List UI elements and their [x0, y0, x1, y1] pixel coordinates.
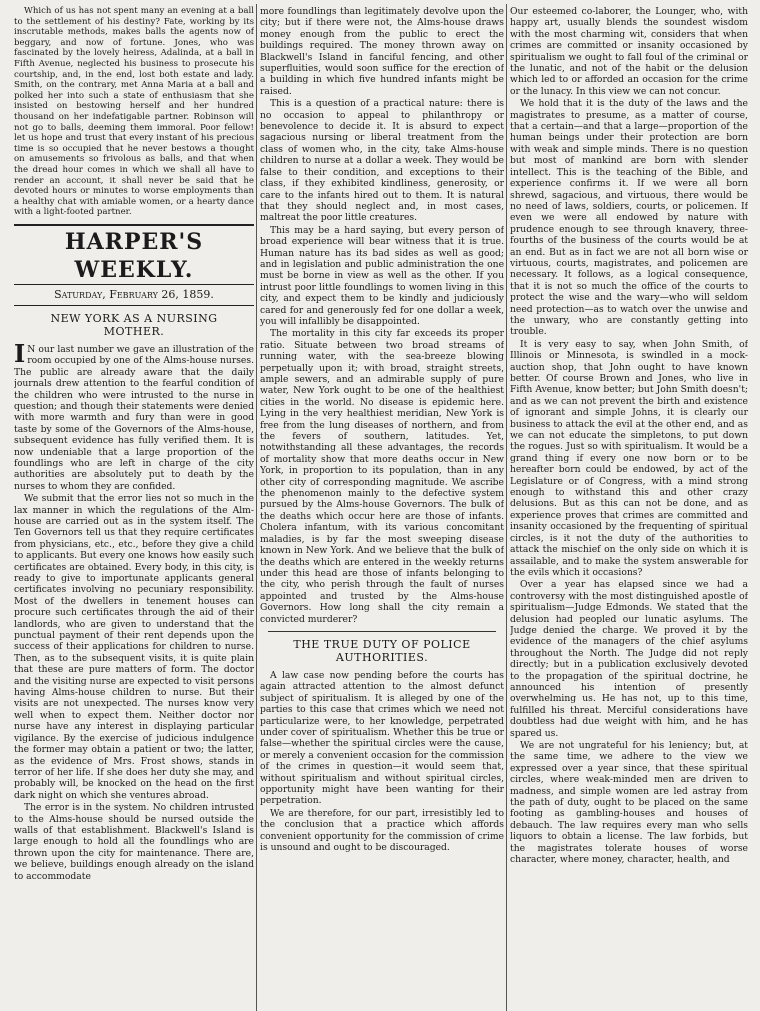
- article-paragraph: more foundlings than legitimately devolve upon the city; but if there were not, the Alms-house draws money enough from the public to erect the buildings required. The money thrown away on Blackwell's Island in fanciful fencing, and other superfluities, would soon suffice for the erection of a building in which five hundred infants might be raised.: [260, 6, 504, 97]
- column-rule: [256, 4, 257, 1011]
- intro-paragraph: Which of us has not spent many an evening at a ball to the settlement of his destiny? Fate, working by its inscrutable methods, makes balls the agents now of beggary, and now of fortune. Jones, who was fascinated by the lovely heiress, Adalinda, at a ball in Fifth Avenue, neglected his business to prosecute his courtship, and, in the end, lost both estate and lady. Smith, on the contrary, met Anna Maria at a ball and polked her into such a state of enthusiasm that she insisted on bestowing herself and her hundred thousand on her indefatigable partner. Robinson will not go to balls, deeming them immoral. Poor fellow! let us hope and trust that every instant of his precious time is so occupied that he never bestows a thought on amusements so frivolous as balls, and that when the dread hour comes in which we shall all have to render an account, it shall never be said that he devoted hours or minutes to worse employments than a healthy chat with amiable women, or a hearty dance with a light-footed partner.: [14, 6, 254, 218]
- headline-line: AUTHORITIES.: [335, 650, 429, 664]
- article-paragraph: The error is in the system. No children intrusted to the Alms-house should be nursed outside the walls of that establishment. Blackwell's Island is large enough to hold all the foundlings who are thrown upon the city for maintenance. There are, we believe, buildings enough already on the island to accommodate: [14, 802, 254, 882]
- article-headline: [14, 312, 254, 338]
- article-paragraph: This may be a hard saying, but every person of broad experience will bear witness that it is true. Human nature has its bad sides as well as good; and in legislation and public administration the one must be borne in view as well as the other. If you intrust poor little foundlings to women living in this city, and expect them to be kindly and judiciously cared for and generously fed for one dollar a week, you will infallibly be disappointed.: [260, 224, 504, 327]
- drop-cap: I: [14, 338, 26, 368]
- article-paragraph: We submit that the error lies not so much in the lax manner in which the regulations of the Alm-house are carried out as in the system itself. The Ten Governors tell us that they require certificates from physicians, etc., etc., before they give a child to applicants. But every one knows how easily such certificates are obtained. Every body, in this city, is ready to give to importunate applicants general certificates involving no pecuniary responsibility. Most of the dwellers in tenement houses can procure such certificates through the aid of their landlords, who are given to understand that the punctual payment of their rent depends upon the success of their applications for children to nurse. Then, as to the subsequent visits, it is quite plain that these are pure matters of form. The doctor and the visiting nurse are expected to visit persons having Alms-house children to nurse. But their visits are not unexpected. The nurses know very well when to expect them. Neither doctor nor nurse have any interest in displaying particular vigilance. By the exercise of judicious indulgence the former may obtain a patient or two; the latter, as the evidence of Mrs. Frost shows, stands in terror of her life. If she does her duty she may, and probably will, be knocked on the head on the first dark night on which she ventures abroad.: [14, 493, 254, 801]
- headline-line: NEW YORK AS A NURSING: [50, 311, 218, 325]
- headline-line: MOTHER.: [103, 324, 165, 338]
- article-paragraph: We are therefore, for our part, irresistibly led to the conclusion that a practice which affords convenient opportunity for the commission of crime is unsound and ought to be discouraged.: [260, 807, 504, 854]
- article-paragraph: It is very easy to say, when John Smith, of Illinois or Minnesota, is swindled in a mock-auction shop, that John ought to have known better. Of course Brown and Jones, who live in Fifth Avenue, know better; but John Smith doesn't; and as we can not prevent the birth and existence of ignorant and simple Johns, it is clearly our business to attack the evil at the other end, and as we can not educate the simpletons, to put down the rogues. Just so with spiritualism. It would be a grand thing if every one now born or to be hereafter born could be endowed, by act of the Legislature or of Congress, with a mind strong enough to withstand this and other crazy delusions. But as this can not be done, and as experience proves that crimes are committed and insanity occasioned by the frequenting of spiritual circles, is it not the duty of the authorities to attack the mischief on the only side on which it is assailable, and to make the system answerable for the evils which it occasions?: [510, 338, 748, 578]
- article-headline: [260, 638, 504, 664]
- column-rule: [506, 4, 507, 1011]
- article-paragraph: A law case now pending before the courts has again attracted attention to the almost defunct subject of spiritualism. It is alleged by one of the parties to this case that crimes which we need not particularize were, to her knowledge, perpetrated under cover of spiritualism. Whether this be true or false—whether the spiritual circles were the cause, or merely a convenient occasion for the commission of the crimes in question—it would seem that, without spiritualism and without spiritual circles, opportunity might have been wanting for their perpetration.: [260, 669, 504, 807]
- article-paragraph: Over a year has elapsed since we had a controversy with the most distinguished apostle of spiritualism—Judge Edmonds. We stated that the delusion had peopled our lunatic asylums. The Judge denied the charge. We proved it by the evidence of the managers of the chief asylums throughout the North. The Judge did not reply directly; but in a publication exclusively devoted to the propagation of the spiritual doctrine, he announced his intention of presently overwhelming us. He has not, up to this time, fulfilled his threat. Merciful considerations have doubtless had due weight with him, and he has spared us.: [510, 579, 748, 739]
- article-paragraph: [14, 338, 254, 492]
- headline-line: THE TRUE DUTY OF POLICE: [293, 637, 471, 651]
- masthead-date: Saturday, February 26, 1859.: [14, 284, 254, 303]
- article-paragraph: This is a question of a practical nature: there is no occasion to appeal to philanthropy or benevolence to decide it. It is absurd to expect sagacious nursing or liberal treatment from the class of women who, in the city, take Alms-house children to nurse at a dollar a week. They would be false to their condition, and exceptions to their class, if they exhibited kindliness, generosity, or care to the infants hired out to them. It is natural that they should neglect and, in most cases, maltreat the poor little creatures.: [260, 98, 504, 224]
- column-3: [510, 6, 748, 1007]
- paragraph-text: N our last number we gave an illustration of the room occupied by one of the Alms-house nurses. The public are already aware that the daily journals drew attention to the fearful condition of the children who were intrusted to the nurse in question; and though their statements were denied with more warmth and fury than were in good taste by some of the Governors of the Alms-house, subsequent evidence has fully verified them. It is now undeniable that a large proportion of the foundlings who are left in charge of the city authorities are absolutely put to death by the nurses to whom they are confided.: [14, 343, 254, 492]
- section-divider: [268, 631, 496, 632]
- article-paragraph: The mortality in this city far exceeds its proper ratio. Situate between two broad streams of running water, with the sea-breeze blowing perpetually upon it; with broad, straight streets, ample sewers, and an admirable supply of pure water, New York ought to be one of the healthiest cities in the world. No disease is epidemic here. Lying in the very healthiest meridian, New York is free from the lung diseases of northern, and from the fevers of southern, latitudes. Yet, notwithstanding all these advantages, the records of mortality show that more deaths occur in New York, in proportion to its population, than in any other city of corresponding magnitude. We ascribe the phenomenon mainly to the defective system pursued by the Alms-house Governors. The bulk of the deaths which occur here are those of infants. Cholera infantum, with its various concomitant maladies, is by far the most sweeping disease known in New York. And we believe that the bulk of the deaths which are entered in the weekly returns under this head are those of infants belonging to the city, who perish through the fault of nurses appointed and trusted by the Alms-house Governors. How long shall the city remain a convicted murderer?: [260, 328, 504, 625]
- column-2: [260, 6, 504, 1007]
- article-paragraph: We are not ungrateful for his leniency; but, at the same time, we adhere to the view we expressed over a year since, that these spiritual circles, where weak-minded men are driven to madness, and simple women are led astray from the path of duty, ought to be placed on the same footing as gambling-houses and houses of debauch. The law requires every man who sells liquors to obtain a license. The law forbids, but the magistrates tolerate houses of worse character, where money, character, health, and: [510, 740, 748, 866]
- column-1: [14, 6, 254, 1007]
- article-paragraph: Our esteemed co-laborer, the Lounger, who, with happy art, usually blends the soundest wisdom with the most charming wit, considers that when crimes are committed or insanity occasioned by spiritualism we ought to fall foul of the criminal or the lunatic, and not of the habit or the delusion which led to or afforded an occasion for the crime or the lunacy. In this view we can not concur.: [510, 6, 748, 97]
- article-paragraph: We hold that it is the duty of the laws and the magistrates to presume, as a matter of course, that a certain—and that a large—proportion of the human beings under their protection are born with weak and simple minds. There is no question but most of mankind are born with slender intellect. This is the teaching of the Bible, and experience confirms it. If we were all born shrewd, sagacious, and virtuous, there would be no need of laws, soldiers, courts, or policemen. If even we were all endowed by nature with prudence enough to see through knavery, three-fourths of the business of the courts would be at an end. But as in fact we are not all born wise or virtuous, courts, magistrates, and policemen are necessary. It follows, as a logical consequence, that it is not so much the office of the courts to protect the wise and the wary—who will seldom need protection—as to watch over the unwise and the unwary, who are constantly getting into trouble.: [510, 98, 748, 338]
- masthead-title: HARPER'S WEEKLY.: [64, 228, 204, 283]
- masthead: [14, 224, 254, 306]
